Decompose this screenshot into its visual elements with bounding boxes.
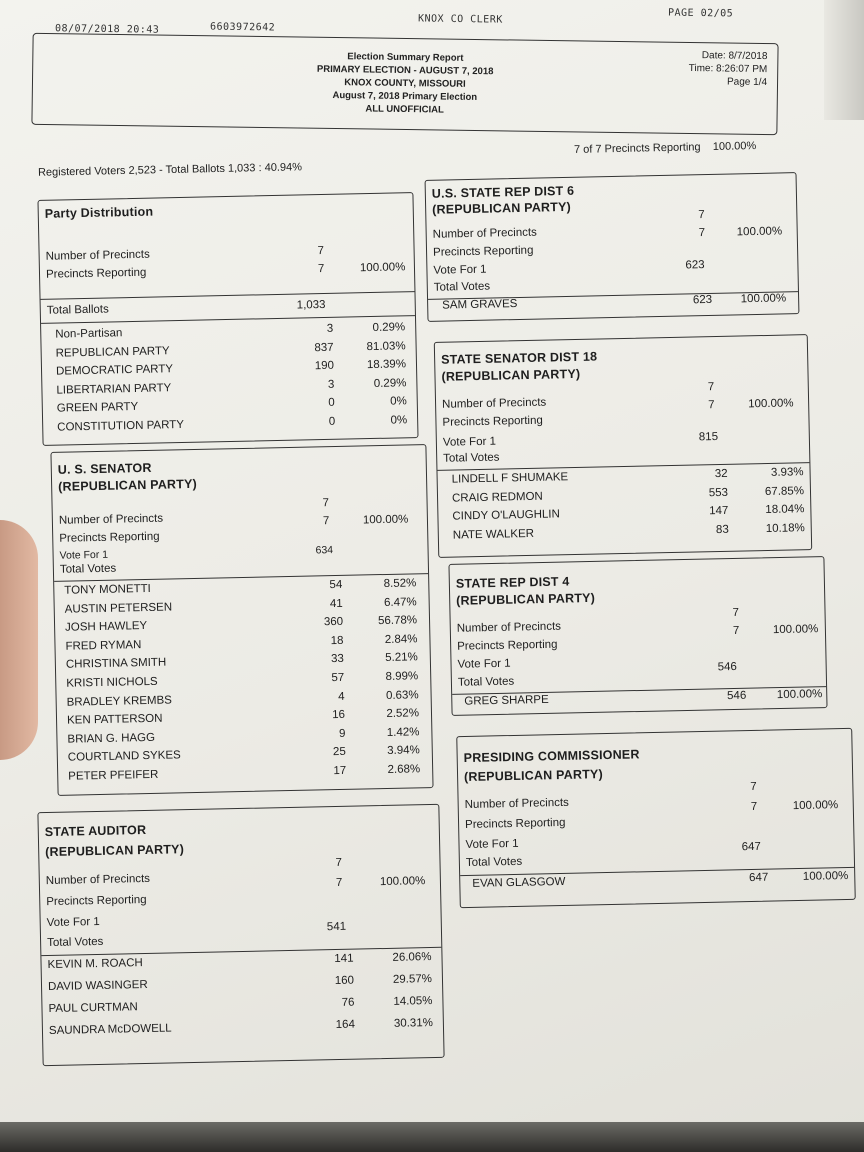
- party-dist-reporting-pct: 100.00%: [359, 261, 406, 275]
- presiding-commissioner-precincts-label: Number of Precincts: [464, 796, 569, 812]
- state-auditor-precincts-label: Number of Precincts: [45, 872, 151, 888]
- state-rep-4-title: STATE REP DIST 4: [455, 574, 570, 591]
- state-rep-4-candidate-row-percent: 100.00%: [776, 688, 823, 702]
- precincts-reporting-text: 7 of 7 Precincts Reporting: [573, 141, 701, 156]
- us-senator-candidate-row-votes: 18: [330, 634, 344, 647]
- state-senator-18-party: (REPUBLICAN PARTY): [441, 366, 581, 384]
- state-senator-18-candidate-row-name: CRAIG REDMON: [451, 490, 543, 505]
- party-dist-reporting-label: Precincts Reporting: [45, 266, 147, 281]
- us-senator-party: (REPUBLICAN PARTY): [58, 476, 198, 494]
- state-senator-18-precincts-value: 7: [707, 381, 715, 394]
- us-senator-candidate-row-votes: 57: [331, 671, 345, 685]
- us-senator-total-value: 634: [315, 544, 334, 557]
- us-senator-candidate-row-name: PETER PFEIFER: [68, 768, 159, 783]
- state-auditor-reporting-pct: 100.00%: [379, 875, 426, 889]
- party-dist-precincts-label: Number of Precincts: [45, 248, 150, 263]
- state-rep-4-party: (REPUBLICAN PARTY): [456, 590, 596, 608]
- us-senator-reporting-pct: 100.00%: [362, 513, 409, 527]
- party-dist-precincts-value: 7: [317, 244, 325, 258]
- state-auditor-candidate-row-votes: 160: [334, 974, 355, 988]
- state-senator-18-candidate-row-name: NATE WALKER: [452, 527, 535, 542]
- us-senator-candidate-row-votes: 54: [329, 578, 343, 592]
- us-senator-candidate-row-percent: 1.42%: [386, 726, 420, 739]
- state-senator-18-box: [434, 334, 812, 558]
- presiding-commissioner-candidate-row-percent: 100.00%: [802, 869, 849, 883]
- us-senator-precincts-value: 7: [322, 497, 330, 510]
- report-title: Election Summary Report: [347, 51, 464, 64]
- presiding-commissioner-title: PRESIDING COMMISSIONER: [463, 747, 640, 766]
- party-row-name: CONSTITUTION PARTY: [57, 418, 185, 434]
- state-auditor-candidate-row-percent: 30.31%: [393, 1017, 434, 1030]
- state-auditor-votefor-label: Vote For 1: [46, 915, 100, 930]
- us-senator-candidate-row-votes: 360: [323, 616, 344, 629]
- presiding-commissioner-reporting-label: Precincts Reporting: [464, 816, 566, 831]
- state-senator-18-title: STATE SENATOR DIST 18: [441, 349, 598, 367]
- report-title-lines: [33, 46, 778, 121]
- state-auditor-candidate-row-votes: 76: [341, 996, 355, 1009]
- state-senator-18-candidate-row-votes: 83: [715, 523, 729, 536]
- us-senator-candidate-row-votes: 41: [329, 597, 343, 610]
- state-senator-18-candidate-row-percent: 10.18%: [765, 522, 805, 535]
- us-senator-candidate-row-votes: 17: [333, 764, 347, 778]
- us-rep-6-total-value: 623: [685, 259, 705, 272]
- party-dist-reporting-value: 7: [317, 262, 325, 276]
- us-senator-precincts-label: Number of Precincts: [58, 512, 164, 527]
- report-page: Page 1/4: [726, 76, 768, 89]
- us-senator-candidate-row-votes: 9: [338, 727, 346, 740]
- us-senator-candidate-row-name: BRIAN G. HAGG: [67, 731, 156, 746]
- state-senator-18-candidate-row-votes: 553: [708, 486, 729, 499]
- party-dist-total-value: 1,033: [296, 298, 326, 312]
- state-rep-4-votefor-label: Vote For 1: [457, 657, 511, 671]
- state-auditor-total-label: Total Votes: [47, 935, 104, 950]
- fax-sender: KNOX CO CLERK: [417, 13, 503, 26]
- us-senator-candidate-row-percent: 2.84%: [384, 633, 418, 646]
- us-senator-candidate-row-name: KEN PATTERSON: [66, 712, 163, 727]
- presiding-commissioner-total-value: 647: [741, 840, 761, 854]
- precincts-reporting-pct: 100.00%: [712, 140, 757, 153]
- party-row-name: REPUBLICAN PARTY: [55, 344, 170, 360]
- state-rep-4-reporting-pct: 100.00%: [772, 623, 819, 637]
- us-senator-candidate-row-votes: 33: [330, 653, 344, 666]
- state-senator-18-votefor-label: Vote For 1: [442, 435, 497, 449]
- us-senator-candidate-row-name: CHRISTINA SMITH: [65, 656, 167, 672]
- report-meta: [688, 49, 767, 89]
- us-senator-candidate-row-percent: 2.68%: [387, 763, 421, 776]
- us-senator-candidate-row-percent: 2.52%: [386, 707, 420, 721]
- presiding-commissioner-reporting-value: 7: [750, 800, 758, 814]
- state-rep-4-candidate-row-votes: 546: [726, 689, 747, 703]
- report-time: Time: 8:26:07 PM: [688, 62, 768, 76]
- fax-page: PAGE 02/05: [667, 7, 734, 20]
- party-row-name: LIBERTARIAN PARTY: [56, 381, 172, 397]
- party-row-percent: 0.29%: [373, 376, 407, 390]
- report-date: Date: 8/7/2018: [701, 50, 768, 63]
- state-senator-18-precincts-label: Number of Precincts: [441, 396, 547, 411]
- presiding-commissioner-precincts-value: 7: [750, 780, 757, 794]
- us-senator-candidate-row-percent: 8.52%: [383, 577, 417, 591]
- party-row-votes: 837: [314, 341, 334, 354]
- state-senator-18-reporting-pct: 100.00%: [748, 397, 794, 411]
- state-rep-4-precincts-label: Number of Precincts: [456, 620, 562, 635]
- state-auditor-candidate-row-name: KEVIN M. ROACH: [47, 957, 143, 972]
- party-row-percent: 81.03%: [366, 339, 406, 353]
- state-auditor-precincts-value: 7: [335, 856, 343, 870]
- us-senator-candidate-row-name: JOSH HAWLEY: [65, 620, 148, 634]
- us-senator-candidate-row-votes: 4: [338, 690, 345, 703]
- us-rep-6-candidate-row-name: SAM GRAVES: [442, 297, 518, 312]
- party-dist-title: Party Distribution: [44, 204, 154, 221]
- state-auditor-title: STATE AUDITOR: [44, 822, 147, 840]
- presiding-commissioner-reporting-pct: 100.00%: [792, 799, 839, 813]
- us-rep-6-precincts-label: Number of Precincts: [432, 226, 537, 241]
- state-senator-18-reporting-value: 7: [708, 399, 715, 412]
- us-senator-candidate-row-percent: 6.47%: [383, 595, 417, 609]
- us-rep-6-reporting-pct: 100.00%: [736, 225, 783, 239]
- us-senator-title: U. S. SENATOR: [57, 460, 152, 477]
- us-senator-total-label: Total Votes: [59, 562, 117, 576]
- state-senator-18-candidate-row-votes: 147: [709, 504, 729, 518]
- us-senator-candidate-row-percent: 5.21%: [385, 651, 418, 665]
- us-rep-6-reporting-label: Precincts Reporting: [432, 244, 534, 259]
- us-senator-candidate-row-name: COURTLAND SYKES: [67, 749, 181, 765]
- party-row-votes: 0: [328, 415, 336, 428]
- state-auditor-candidate-row-name: PAUL CURTMAN: [48, 1001, 138, 1016]
- state-rep-4-candidate-row-name: GREG SHARPE: [464, 693, 549, 708]
- state-rep-4-total-value: 546: [717, 660, 737, 674]
- party-row-percent: 0%: [390, 395, 407, 408]
- party-row-percent: 18.39%: [366, 358, 407, 372]
- us-senator-box: [50, 444, 433, 796]
- presiding-commissioner-candidate-row-votes: 647: [748, 871, 769, 885]
- report-county: KNOX COUNTY, MISSOURI: [344, 77, 466, 90]
- us-senator-reporting-value: 7: [322, 515, 330, 528]
- state-auditor-candidate-row-percent: 29.57%: [392, 973, 433, 986]
- party-distribution-box: [37, 192, 418, 446]
- us-rep-6-candidate-row-votes: 623: [692, 293, 713, 307]
- us-rep-6-box: [425, 172, 800, 322]
- state-senator-18-total-label: Total Votes: [443, 451, 500, 465]
- background-edge: [824, 0, 864, 120]
- report-date-line: August 7, 2018 Primary Election: [332, 89, 478, 104]
- state-auditor-candidate-row-percent: 26.06%: [392, 951, 432, 964]
- precincts-reporting-summary: [574, 140, 756, 156]
- state-auditor-reporting-value: 7: [335, 876, 343, 889]
- background-floor: [0, 1122, 864, 1152]
- us-rep-6-votefor-label: Vote For 1: [433, 263, 487, 277]
- us-senator-candidate-row-votes: 25: [332, 746, 346, 759]
- state-senator-18-candidate-row-name: CINDY O'LAUGHLIN: [452, 508, 560, 523]
- us-senator-candidate-row-percent: 3.94%: [387, 744, 420, 758]
- state-senator-18-candidate-row-percent: 18.04%: [765, 503, 805, 517]
- us-rep-6-title: U.S. STATE REP DIST 6: [431, 183, 575, 201]
- us-senator-candidate-row-name: BRADLEY KREMBS: [66, 694, 173, 709]
- party-row-name: DEMOCRATIC PARTY: [55, 363, 174, 378]
- party-row-percent: 0.29%: [372, 321, 406, 334]
- party-row-votes: 3: [327, 378, 335, 391]
- us-rep-6-candidate-row-percent: 100.00%: [740, 292, 787, 306]
- hand-thumb: [0, 520, 38, 760]
- state-senator-18-reporting-label: Precincts Reporting: [442, 414, 543, 429]
- report-election: PRIMARY ELECTION - AUGUST 7, 2018: [316, 63, 494, 78]
- presiding-commissioner-votefor-label: Vote For 1: [465, 837, 519, 851]
- report-header-box: [31, 33, 778, 135]
- state-auditor-candidate-row-percent: 14.05%: [393, 995, 433, 1008]
- state-auditor-total-value: 541: [326, 920, 347, 934]
- state-auditor-reporting-label: Precincts Reporting: [46, 893, 147, 909]
- us-senator-candidate-row-votes: 16: [332, 709, 346, 722]
- us-rep-6-reporting-value: 7: [698, 227, 706, 240]
- state-auditor-candidate-row-name: DAVID WASINGER: [47, 978, 148, 994]
- state-auditor-candidate-row-votes: 141: [334, 952, 354, 966]
- state-rep-4-precincts-value: 7: [732, 606, 740, 620]
- us-senator-candidate-row-percent: 0.63%: [385, 688, 419, 702]
- us-senator-candidate-row-name: TONY MONETTI: [64, 582, 151, 597]
- us-senator-candidate-row-percent: 8.99%: [385, 670, 419, 684]
- state-rep-4-reporting-label: Precincts Reporting: [457, 638, 558, 653]
- presiding-commissioner-box: [456, 728, 856, 908]
- state-rep-4-box: [448, 556, 827, 716]
- presiding-commissioner-total-label: Total Votes: [465, 855, 523, 869]
- state-rep-4-reporting-value: 7: [732, 624, 740, 638]
- party-row-name: Non-Partisan: [55, 327, 123, 341]
- us-senator-candidate-row-name: FRED RYMAN: [65, 638, 142, 653]
- fax-datetime: 08/07/2018 20:43: [54, 23, 160, 36]
- state-auditor-box: [37, 804, 444, 1066]
- fax-phone: 6603972642: [209, 21, 276, 34]
- state-senator-18-total-value: 815: [698, 431, 719, 444]
- state-auditor-party: (REPUBLICAN PARTY): [45, 842, 185, 860]
- registered-voters: Registered Voters 2,523 - Total Ballots 1,033 : 40.94%: [37, 161, 303, 179]
- presiding-commissioner-party: (REPUBLICAN PARTY): [463, 767, 603, 785]
- us-senator-candidate-row-name: AUSTIN PETERSEN: [64, 601, 173, 616]
- party-row-percent: 0%: [390, 413, 408, 427]
- report-status: ALL UNOFFICIAL: [365, 103, 444, 116]
- party-row-votes: 190: [314, 359, 335, 373]
- state-auditor-candidate-row-name: SAUNDRA McDOWELL: [48, 1022, 172, 1038]
- us-senator-reporting-label: Precincts Reporting: [59, 530, 160, 545]
- us-rep-6-precincts-value: 7: [698, 209, 705, 222]
- us-senator-candidate-row-name: KRISTI NICHOLS: [66, 675, 158, 690]
- us-senator-votefor-label: Vote For 1: [59, 548, 109, 562]
- state-senator-18-candidate-row-percent: 3.93%: [770, 466, 804, 479]
- us-senator-candidate-row-percent: 56.78%: [377, 614, 418, 628]
- state-senator-18-candidate-row-percent: 67.85%: [764, 484, 805, 498]
- us-rep-6-total-label: Total Votes: [433, 280, 491, 294]
- state-auditor-candidate-row-votes: 164: [335, 1018, 356, 1032]
- party-row-name: GREEN PARTY: [56, 400, 139, 415]
- party-dist-total-label: Total Ballots: [46, 303, 109, 317]
- party-row-votes: 0: [328, 396, 335, 409]
- party-dist-title-row: [39, 199, 413, 226]
- us-rep-6-party: (REPUBLICAN PARTY): [432, 199, 572, 217]
- state-senator-18-candidate-row-name: LINDELL F SHUMAKE: [451, 471, 569, 486]
- presiding-commissioner-candidate-row-name: EVAN GLASGOW: [472, 875, 566, 890]
- state-senator-18-candidate-row-votes: 32: [714, 467, 728, 481]
- party-row-votes: 3: [326, 322, 334, 335]
- state-rep-4-total-label: Total Votes: [457, 675, 515, 689]
